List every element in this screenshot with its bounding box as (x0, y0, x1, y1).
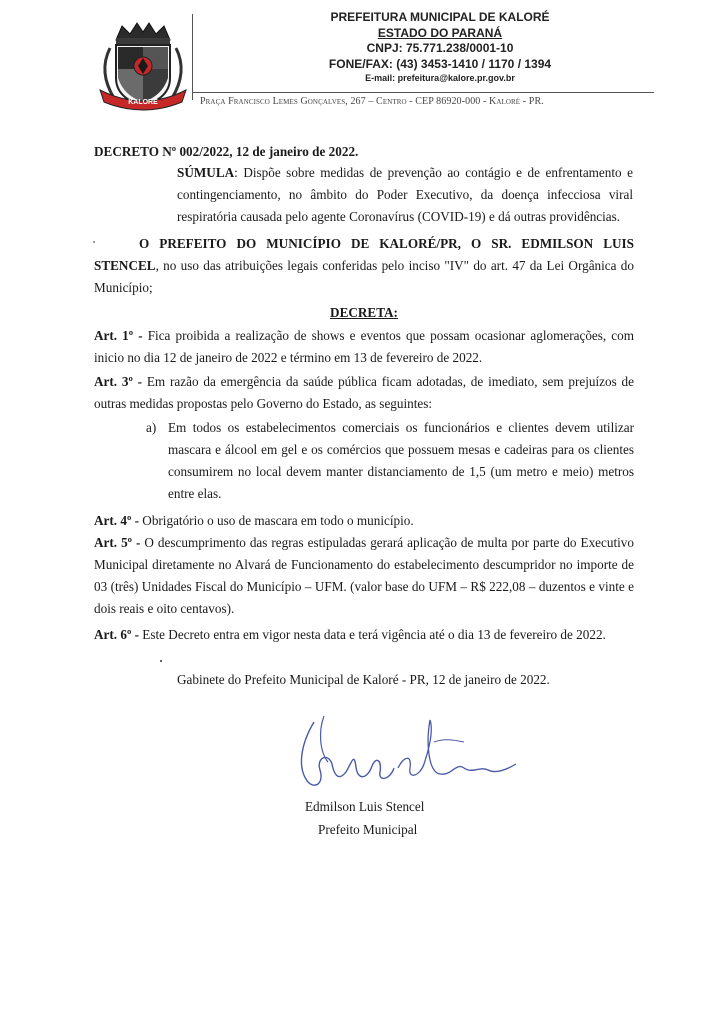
address: Praça Francisco Lemes Gonçalves, 267 – Centro - CEP 86920-000 - Kaloré - PR. (200, 96, 544, 107)
signer-role: Prefeito Municipal (318, 822, 418, 837)
header-divider-vertical (192, 14, 193, 100)
email: E-mail: prefeitura@kalore.pr.gov.br (365, 73, 515, 83)
city-hall-name: PREFEITURA MUNICIPAL DE KALORÉ (330, 10, 550, 24)
article-label: Art. 1º - (94, 328, 143, 343)
item-label: a) (146, 420, 157, 435)
header-divider-horizontal (192, 92, 654, 93)
preamble-paragraph (94, 233, 634, 299)
article-3-item-a (146, 417, 634, 505)
coat-ribbon-text: KALORÉ (128, 99, 158, 106)
letterhead (0, 0, 724, 120)
article-text: Obrigatório o uso de mascara em todo o município. (139, 513, 414, 528)
decree-title: DECRETO Nº 002/2022, 12 de janeiro de 2022. (94, 144, 359, 159)
article-text: Em razão da emergência da saúde pública ficam adotadas, de imediato, sem prejuízos de outras medidas propostas pelo Governo do Estado, as seguintes: (94, 374, 634, 411)
decreta-heading: DECRETA: (330, 305, 398, 320)
cnpj: CNPJ: 75.771.238/0001-10 (366, 41, 514, 55)
article-1 (94, 325, 634, 369)
article-text: Este Decreto entra em vigor nesta data e terá vigência até o dia 13 de fevereiro de 2022. (139, 627, 606, 642)
article-label: Art. 6º - (94, 627, 139, 642)
letterhead-text (230, 10, 650, 85)
article-6 (94, 624, 634, 646)
article-5 (94, 532, 634, 620)
municipal-coat-of-arms (94, 20, 192, 112)
sumula-paragraph (177, 162, 633, 228)
sumula-text: : Dispõe sobre medidas de prevenção ao contágio e de enfrentamento e contingenciamento, no âmbito do Poder Executivo, da doença infecciosa viral respiratória causada pelo agente Coronavírus (COVID-19) e dá outras providências. (177, 165, 633, 224)
state-name: ESTADO DO PARANÁ (377, 25, 503, 40)
signer-name: Edmilson Luis Stencel (305, 799, 425, 814)
sumula-label: SÚMULA (177, 165, 235, 180)
phone-fax: FONE/FAX: (43) 3453-1410 / 1170 / 1394 (328, 56, 552, 71)
article-text: Fica proibida a realização de shows e eventos que possam ocasionar aglomerações, com inicio no dia 12 de janeiro de 2022 e término em 13 de fevereiro de 2022. (94, 328, 635, 365)
preamble-bold: O PREFEITO DO MUNICÍPIO DE KALORÉ/PR, O SR. EDMILSON LUIS STENCEL (94, 236, 634, 273)
handwritten-signature (294, 712, 524, 800)
preamble-text: , no uso das atribuições legais conferidas pelo inciso "IV" do art. 47 da Lei Orgânica do Município; (94, 258, 634, 295)
article-label: Art. 4º - (94, 513, 139, 528)
closing-line: Gabinete do Prefeito Municipal de Kaloré - PR, 12 de janeiro de 2022. (177, 672, 550, 687)
article-text: O descumprimento das regras estipuladas gerará aplicação de multa por parte do Executivo Municipal diretamente no Alvará de Funcionamento do estabelecimento descumpridor no importe de 03 (três) Unidades Fiscal do Município – UFM. (valor base do UFM – R$ 222,08 – duzentos e vinte e dois reais e oito centavos). (94, 535, 634, 616)
article-4 (94, 510, 634, 532)
scan-speck (160, 660, 162, 662)
article-3 (94, 371, 634, 415)
item-text: Em todos os estabelecimentos comerciais os funcionários e clientes devem utilizar mascara e álcool em gel e os comércios que possuem mesas e cadeiras para os clientes consumirem no local devem manter distanciamento de 1,5 (um metro e meio) metros entre elas. (168, 420, 634, 501)
article-label: Art. 5º - (94, 535, 141, 550)
article-label: Art. 3º - (94, 374, 143, 389)
